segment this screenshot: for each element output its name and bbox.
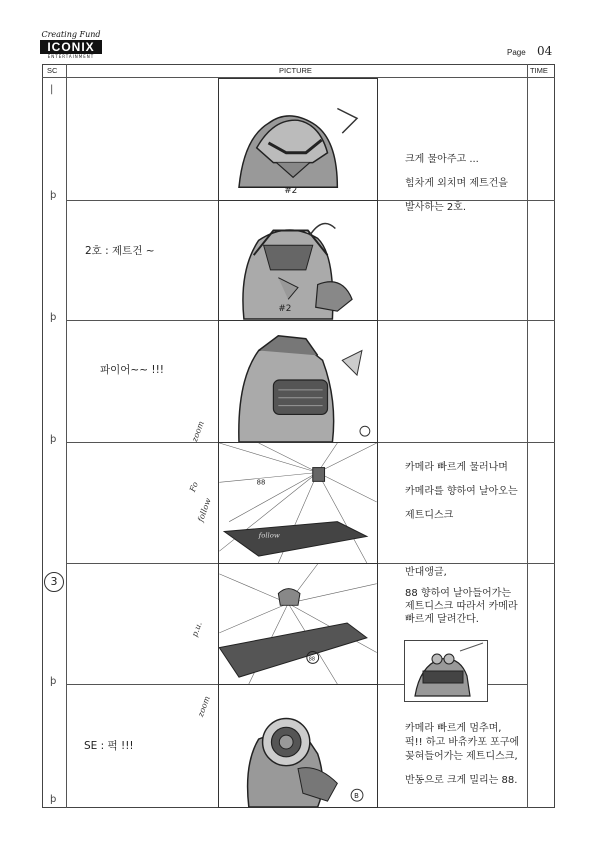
logo-subtitle: ENTERTAINMENT xyxy=(47,54,95,59)
margin-note: zoom xyxy=(190,419,206,444)
action-notes-3 xyxy=(405,566,518,626)
note-line: 퍽!! 하고 바츄카포 포구에 xyxy=(405,737,520,748)
picture-column-header: PICTURE xyxy=(279,66,312,75)
sc-column-divider xyxy=(66,64,67,808)
note-line: 힘차게 외치며 제트건을 xyxy=(405,178,508,189)
sc-tick-mark: þ xyxy=(50,434,57,445)
row-divider xyxy=(378,320,555,321)
sc-tick-mark: | xyxy=(50,84,54,95)
panel-label: B xyxy=(354,792,359,801)
note-line: 88 향하여 날아들어가는 xyxy=(405,588,512,599)
sc-tick-mark: þ xyxy=(50,794,57,805)
page-number: 04 xyxy=(537,44,553,58)
row-divider xyxy=(66,563,218,564)
sc-tick-mark: þ xyxy=(50,190,57,201)
scene-number-marker: 3 xyxy=(44,572,64,592)
time-column-divider xyxy=(527,64,528,808)
storyboard-panel-5 xyxy=(218,563,378,685)
panel-label: #2 xyxy=(278,304,292,315)
action-notes-2 xyxy=(405,460,518,532)
action-notes-4 xyxy=(405,722,519,788)
storyboard-panel-6 xyxy=(218,684,378,808)
sc-tick-mark: þ xyxy=(50,676,57,687)
note-line: 카메라 빠르게 물러나며 xyxy=(405,462,508,473)
storyboard-panel-2 xyxy=(218,200,378,321)
note-line: 크게 물아주고 ... xyxy=(405,154,479,165)
dialogue-line: SE : 퍽 !!! xyxy=(84,740,134,752)
margin-note: Fo xyxy=(188,480,200,494)
row-divider xyxy=(378,563,555,564)
company-logo xyxy=(40,30,102,60)
row-divider xyxy=(66,200,218,201)
panel-label: 88 xyxy=(308,656,316,663)
row-divider xyxy=(66,684,218,685)
storyboard-panel-1 xyxy=(218,78,378,201)
note-line: 빠르게 달려간다. xyxy=(405,614,479,625)
storyboard-panel-3 xyxy=(218,320,378,443)
note-line: 제트디스크 xyxy=(405,510,454,521)
margin-note: p.u. xyxy=(190,620,204,639)
note-line: 카메라를 향하여 날아오는 xyxy=(405,486,518,497)
logo-tagline: Creating Fund xyxy=(41,30,101,39)
note-line: 반대앵글, xyxy=(405,567,447,578)
inset-sketch xyxy=(404,640,488,702)
panel-label: #2 xyxy=(284,186,298,197)
action-notes-1 xyxy=(405,152,508,224)
note-line: 발사하는 2호. xyxy=(405,202,467,213)
note-line: 제트디스크 따라서 카메라 xyxy=(405,601,518,612)
note-line: 카메라 빠르게 멈추며, xyxy=(405,723,502,734)
panel-label: follow xyxy=(258,531,280,540)
panel-label: 88 xyxy=(256,478,266,487)
page-label: Page xyxy=(507,48,526,57)
margin-note: follow xyxy=(196,496,213,524)
dialogue-line: 2호 : 제트건 ~ xyxy=(85,245,155,257)
logo-brand: ICONIX xyxy=(40,40,102,54)
row-divider xyxy=(378,442,555,443)
margin-note: zoom xyxy=(196,694,212,719)
storyboard-panel-4 xyxy=(218,442,378,564)
sc-column-header: SC xyxy=(47,66,58,75)
time-column-header: TIME xyxy=(530,66,548,75)
note-line: 꽂혀들어가는 제트디스크, xyxy=(405,751,518,762)
dialogue-line: 파이어~~ !!! xyxy=(100,364,164,376)
note-line: 반동으로 크게 밀리는 88. xyxy=(405,775,518,786)
sc-tick-mark: þ xyxy=(50,312,57,323)
row-divider xyxy=(66,320,218,321)
